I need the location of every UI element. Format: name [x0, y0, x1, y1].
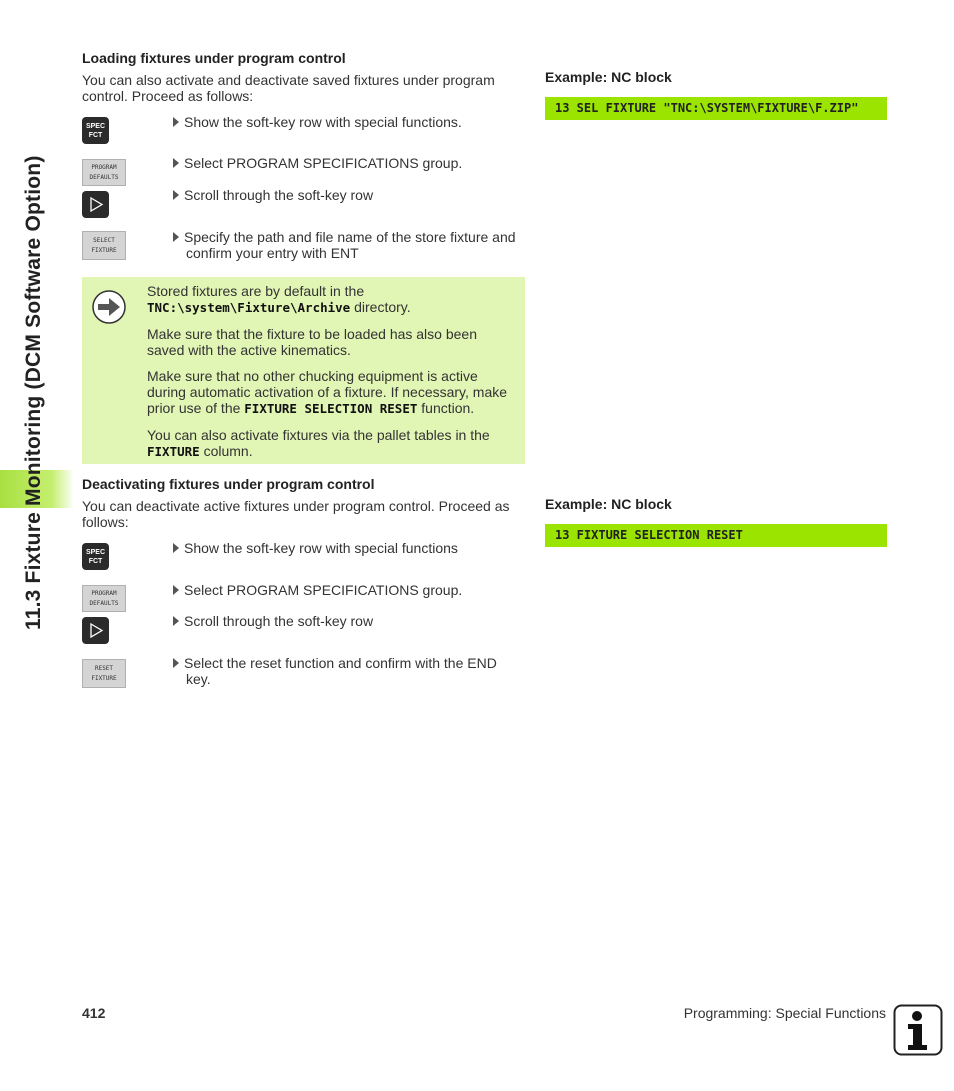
loading-intro-line-2: control. Proceed as follows:	[82, 88, 254, 104]
footer-section: Programming: Special Functions	[683, 1005, 886, 1021]
note-p1-after: directory.	[350, 299, 411, 315]
step-text: Scroll through the soft-key row	[184, 187, 374, 203]
triangle-right-icon	[173, 190, 179, 200]
step-text: Select the reset function and confirm with the END	[184, 655, 497, 671]
next-softkey-row-key[interactable]	[82, 617, 109, 644]
loading-step-2	[173, 155, 462, 171]
loading-heading: Loading fixtures under program control	[82, 50, 346, 66]
note-p1-line2	[147, 299, 522, 316]
key-label-line: FCT	[88, 557, 103, 565]
program-defaults-softkey[interactable]	[82, 159, 126, 186]
note-fixture-code: FIXTURE	[147, 444, 200, 459]
triangle-right-icon	[173, 117, 179, 127]
triangle-right-icon	[173, 158, 179, 168]
softkey-label-line: DEFAULTS	[89, 599, 119, 607]
note-reset-code: FIXTURE SELECTION RESET	[244, 401, 418, 416]
next-softkey-row-key[interactable]	[82, 191, 109, 218]
softkey-label-line: DEFAULTS	[89, 173, 119, 181]
note-p2-line1: Make sure that the fixture to be loaded has also been	[147, 326, 477, 342]
loading-intro	[82, 72, 495, 104]
triangle-right-icon	[173, 232, 179, 242]
key-label-line: FCT	[88, 131, 103, 139]
deactivating-example-code: 13 FIXTURE SELECTION RESET	[545, 524, 887, 547]
note-path-code: TNC:\system\Fixture\Archive	[147, 300, 351, 315]
step-text: Select PROGRAM SPECIFICATIONS group.	[184, 155, 463, 171]
triangle-right-icon	[173, 543, 179, 553]
loading-intro-line-1: You can also activate and deactivate saved fixtures under program	[82, 72, 495, 88]
step-text: Select PROGRAM SPECIFICATIONS group.	[184, 582, 463, 598]
deactivating-heading: Deactivating fixtures under program control	[82, 476, 375, 492]
deactivating-step-1	[173, 540, 458, 556]
arrow-right-circle-icon	[92, 290, 126, 324]
deactivating-example-label: Example: NC block	[545, 496, 672, 512]
step-text: Scroll through the soft-key row	[184, 613, 374, 629]
step-text-line-2: key.	[186, 671, 211, 687]
note-p3-before: prior use of the	[147, 400, 245, 416]
loading-step-3	[173, 187, 373, 203]
key-label-line: SPEC	[85, 122, 106, 130]
deactivating-intro-line-2: follows:	[82, 514, 129, 530]
deactivating-intro-line-1: You can deactivate active fixtures under program control. Proceed as	[82, 498, 510, 514]
softkey-label-line: RESET	[94, 664, 114, 672]
note-p4-line1: You can also activate fixtures via the pallet tables in the	[147, 427, 490, 443]
reset-fixture-softkey[interactable]	[82, 659, 126, 688]
info-icon	[893, 1004, 943, 1056]
side-title-container	[22, 60, 62, 630]
deactivating-step-4	[173, 655, 528, 687]
loading-example-code: 13 SEL FIXTURE "TNC:\SYSTEM\FIXTURE\F.ZIP"	[545, 97, 887, 120]
loading-example-label: Example: NC block	[545, 69, 672, 85]
note-p2-line2: saved with the active kinematics.	[147, 342, 351, 358]
triangle-right-icon	[173, 616, 179, 626]
deactivating-intro	[82, 498, 510, 530]
triangle-right-icon	[173, 658, 179, 668]
softkey-label-line: SELECT	[93, 236, 115, 244]
note-p4-line2	[147, 443, 522, 460]
side-title: 11.3 Fixture Monitoring (DCM Software Option)	[22, 155, 45, 630]
step-text: Show the soft-key row with special functions.	[184, 114, 462, 130]
deactivating-step-2	[173, 582, 462, 598]
triangle-right-icon	[173, 585, 179, 595]
spec-fct-key[interactable]	[82, 117, 109, 144]
softkey-label-line: FIXTURE	[91, 674, 117, 682]
softkey-label-line: PROGRAM	[91, 589, 117, 597]
spec-fct-key[interactable]	[82, 543, 109, 570]
softkey-label-line: PROGRAM	[91, 163, 117, 171]
loading-step-1	[173, 114, 462, 130]
note-p3-line2: during automatic activation of a fixture. If necessary, make	[147, 384, 508, 400]
deactivating-step-3	[173, 613, 373, 629]
step-text: Show the soft-key row with special functions	[184, 540, 458, 556]
step-text-line-2: confirm your entry with ENT	[186, 245, 359, 261]
note-p3-line1: Make sure that no other chucking equipment is active	[147, 368, 478, 384]
note-p3-line3	[147, 400, 522, 417]
loading-step-4	[173, 229, 528, 261]
key-label-line: SPEC	[85, 548, 106, 556]
softkey-label-line: FIXTURE	[91, 246, 117, 254]
note-p3-after: function.	[417, 400, 475, 416]
program-defaults-softkey[interactable]	[82, 585, 126, 612]
next-arrow-icon	[82, 191, 109, 218]
note-p1-line1: Stored fixtures are by default in the	[147, 283, 365, 299]
note-p4-after: column.	[199, 443, 253, 459]
note-content	[147, 283, 522, 460]
step-text: Specify the path and file name of the store fixture and	[184, 229, 516, 245]
page-number: 412	[82, 1005, 106, 1021]
select-fixture-softkey[interactable]	[82, 231, 126, 260]
next-arrow-icon	[82, 617, 109, 644]
